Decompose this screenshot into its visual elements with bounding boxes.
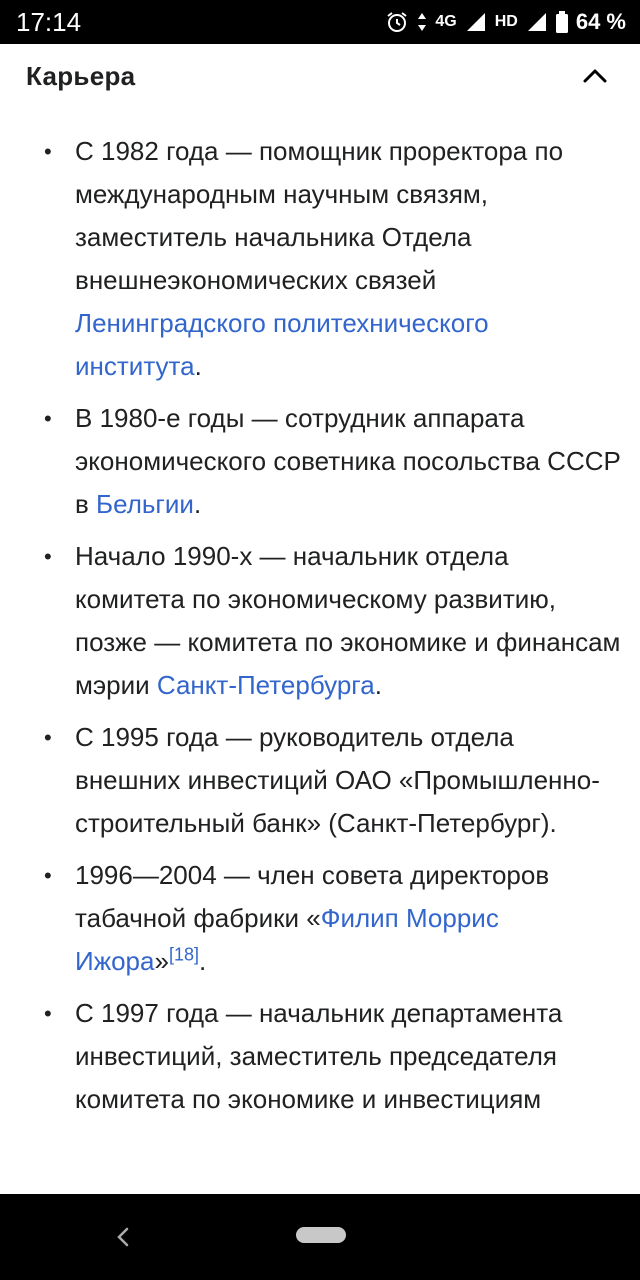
- list-item-text: С 1982 года — помощник проректора по международным научным связям, заместитель начальника Отдела внешнеэкономических связей: [75, 136, 564, 295]
- list-item-text: С 1995 года — руководитель отдела внешних инвестиций ОАО «Промышленно-строительный банк» (Санкт-Петербург).: [75, 722, 600, 838]
- signal-icon: [526, 11, 548, 33]
- status-bar: [0, 0, 640, 44]
- status-icons: [385, 9, 626, 35]
- list-item: [0, 992, 640, 1121]
- section-header[interactable]: [0, 44, 640, 108]
- chevron-up-icon[interactable]: [580, 61, 610, 91]
- alarm-icon: [385, 10, 409, 34]
- home-pill-icon[interactable]: [296, 1227, 346, 1243]
- article-link[interactable]: Бельгии: [96, 489, 194, 519]
- list-item: [0, 854, 640, 983]
- list-item-text: »: [154, 946, 169, 976]
- reference-link[interactable]: [18]: [168, 944, 199, 965]
- signal-icon: [465, 11, 487, 33]
- article-content[interactable]: [0, 44, 640, 1194]
- battery-percent: 64 %: [575, 9, 626, 34]
- article-link[interactable]: Филип Моррис Ижора: [75, 903, 499, 976]
- list-item-text: Начало 1990-х — начальник отдела комитета по экономическому развитию, позже — комитета по экономике и финансам мэрии: [75, 541, 621, 700]
- list-item: [0, 130, 640, 388]
- section-title: Карьера: [26, 60, 136, 91]
- battery-icon: [556, 11, 568, 33]
- status-time: 17:14: [16, 6, 82, 37]
- network-type-2: HD: [494, 13, 518, 30]
- list-item-text: 1996—2004 — член совета директоров табачной фабрики «: [75, 860, 550, 933]
- list-item: [0, 535, 640, 707]
- career-list: [0, 130, 640, 1121]
- list-item-text: С 1997 года — начальник департамента инвестиций, заместитель председателя комитета по экономике и инвестициям: [75, 998, 563, 1114]
- network-type: 4G: [435, 13, 457, 30]
- list-item-text: .: [194, 351, 202, 381]
- navigation-bar: [0, 1194, 640, 1280]
- back-icon[interactable]: [112, 1222, 134, 1252]
- article-link[interactable]: Санкт-Петербурга: [156, 670, 375, 700]
- article-link[interactable]: Ленинградского политехнического института: [75, 308, 489, 381]
- list-item: [0, 716, 640, 845]
- list-item-text: .: [374, 670, 382, 700]
- list-item-text: В 1980-е годы — сотрудник аппарата экономического советника посольства СССР в: [75, 403, 621, 519]
- list-item-text: .: [193, 489, 202, 519]
- list-item: [0, 397, 640, 526]
- list-item-text: .: [198, 946, 207, 976]
- data-arrows-icon: [417, 11, 427, 33]
